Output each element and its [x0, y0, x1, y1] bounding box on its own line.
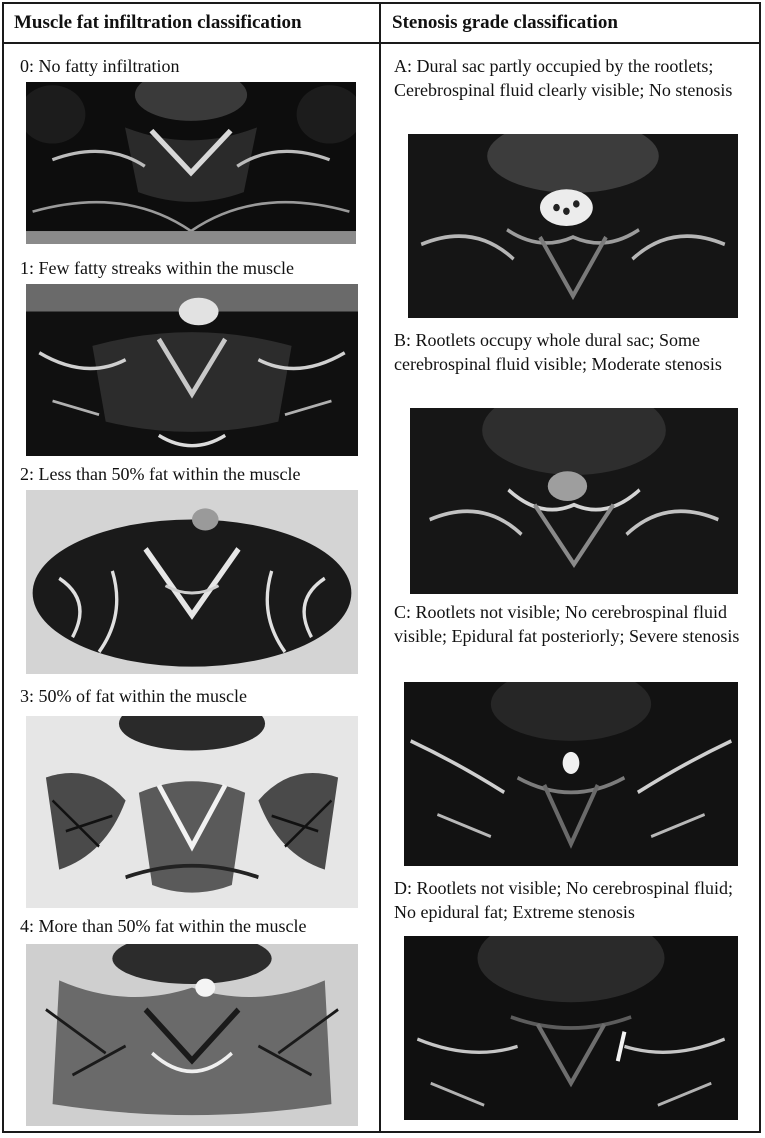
muscle-grade-0-label: 0: No fatty infiltration [20, 56, 180, 76]
classification-table [2, 2, 761, 1133]
stenosis-grade-b-mri-image [410, 408, 738, 594]
muscle-grade-4-mri-image [26, 944, 358, 1126]
stenosis-grade-d-mri-image [404, 936, 738, 1120]
stenosis-grade-c-mri-image [404, 682, 738, 866]
column-divider [379, 4, 381, 1131]
stenosis-grade-b-label: B: Rootlets occupy whole dural sac; Some cerebrospinal fluid visible; Moderate stenosis [394, 330, 722, 374]
stenosis-grade-a-mri-image [408, 134, 738, 318]
stenosis-grade-d-label: D: Rootlets not visible; No cerebrospinal fluid; No epidural fat; Extreme stenosis [394, 878, 733, 922]
muscle-grade-2-label: 2: Less than 50% fat within the muscle [20, 464, 301, 484]
muscle-grade-1-mri-image [26, 284, 358, 456]
muscle-grade-2-mri-image [26, 490, 358, 674]
muscle-grade-1-label: 1: Few fatty streaks within the muscle [20, 258, 294, 278]
muscle-grade-0-mri-image [26, 82, 356, 244]
muscle-grade-3-label: 3: 50% of fat within the muscle [20, 686, 247, 706]
stenosis-grade-a-label: A: Dural sac partly occupied by the rootlets; Cerebrospinal fluid clearly visible; No stenosis [394, 56, 733, 100]
stenosis-column-header: Stenosis grade classification [392, 12, 618, 33]
muscle-column-header: Muscle fat infiltration classification [14, 12, 302, 33]
stenosis-grade-c-label: C: Rootlets not visible; No cerebrospinal fluid visible; Epidural fat posteriorly; Severe stenosis [394, 602, 740, 646]
header-divider [4, 42, 759, 44]
muscle-grade-3-mri-image [26, 716, 358, 908]
muscle-grade-4-label: 4: More than 50% fat within the muscle [20, 916, 307, 936]
